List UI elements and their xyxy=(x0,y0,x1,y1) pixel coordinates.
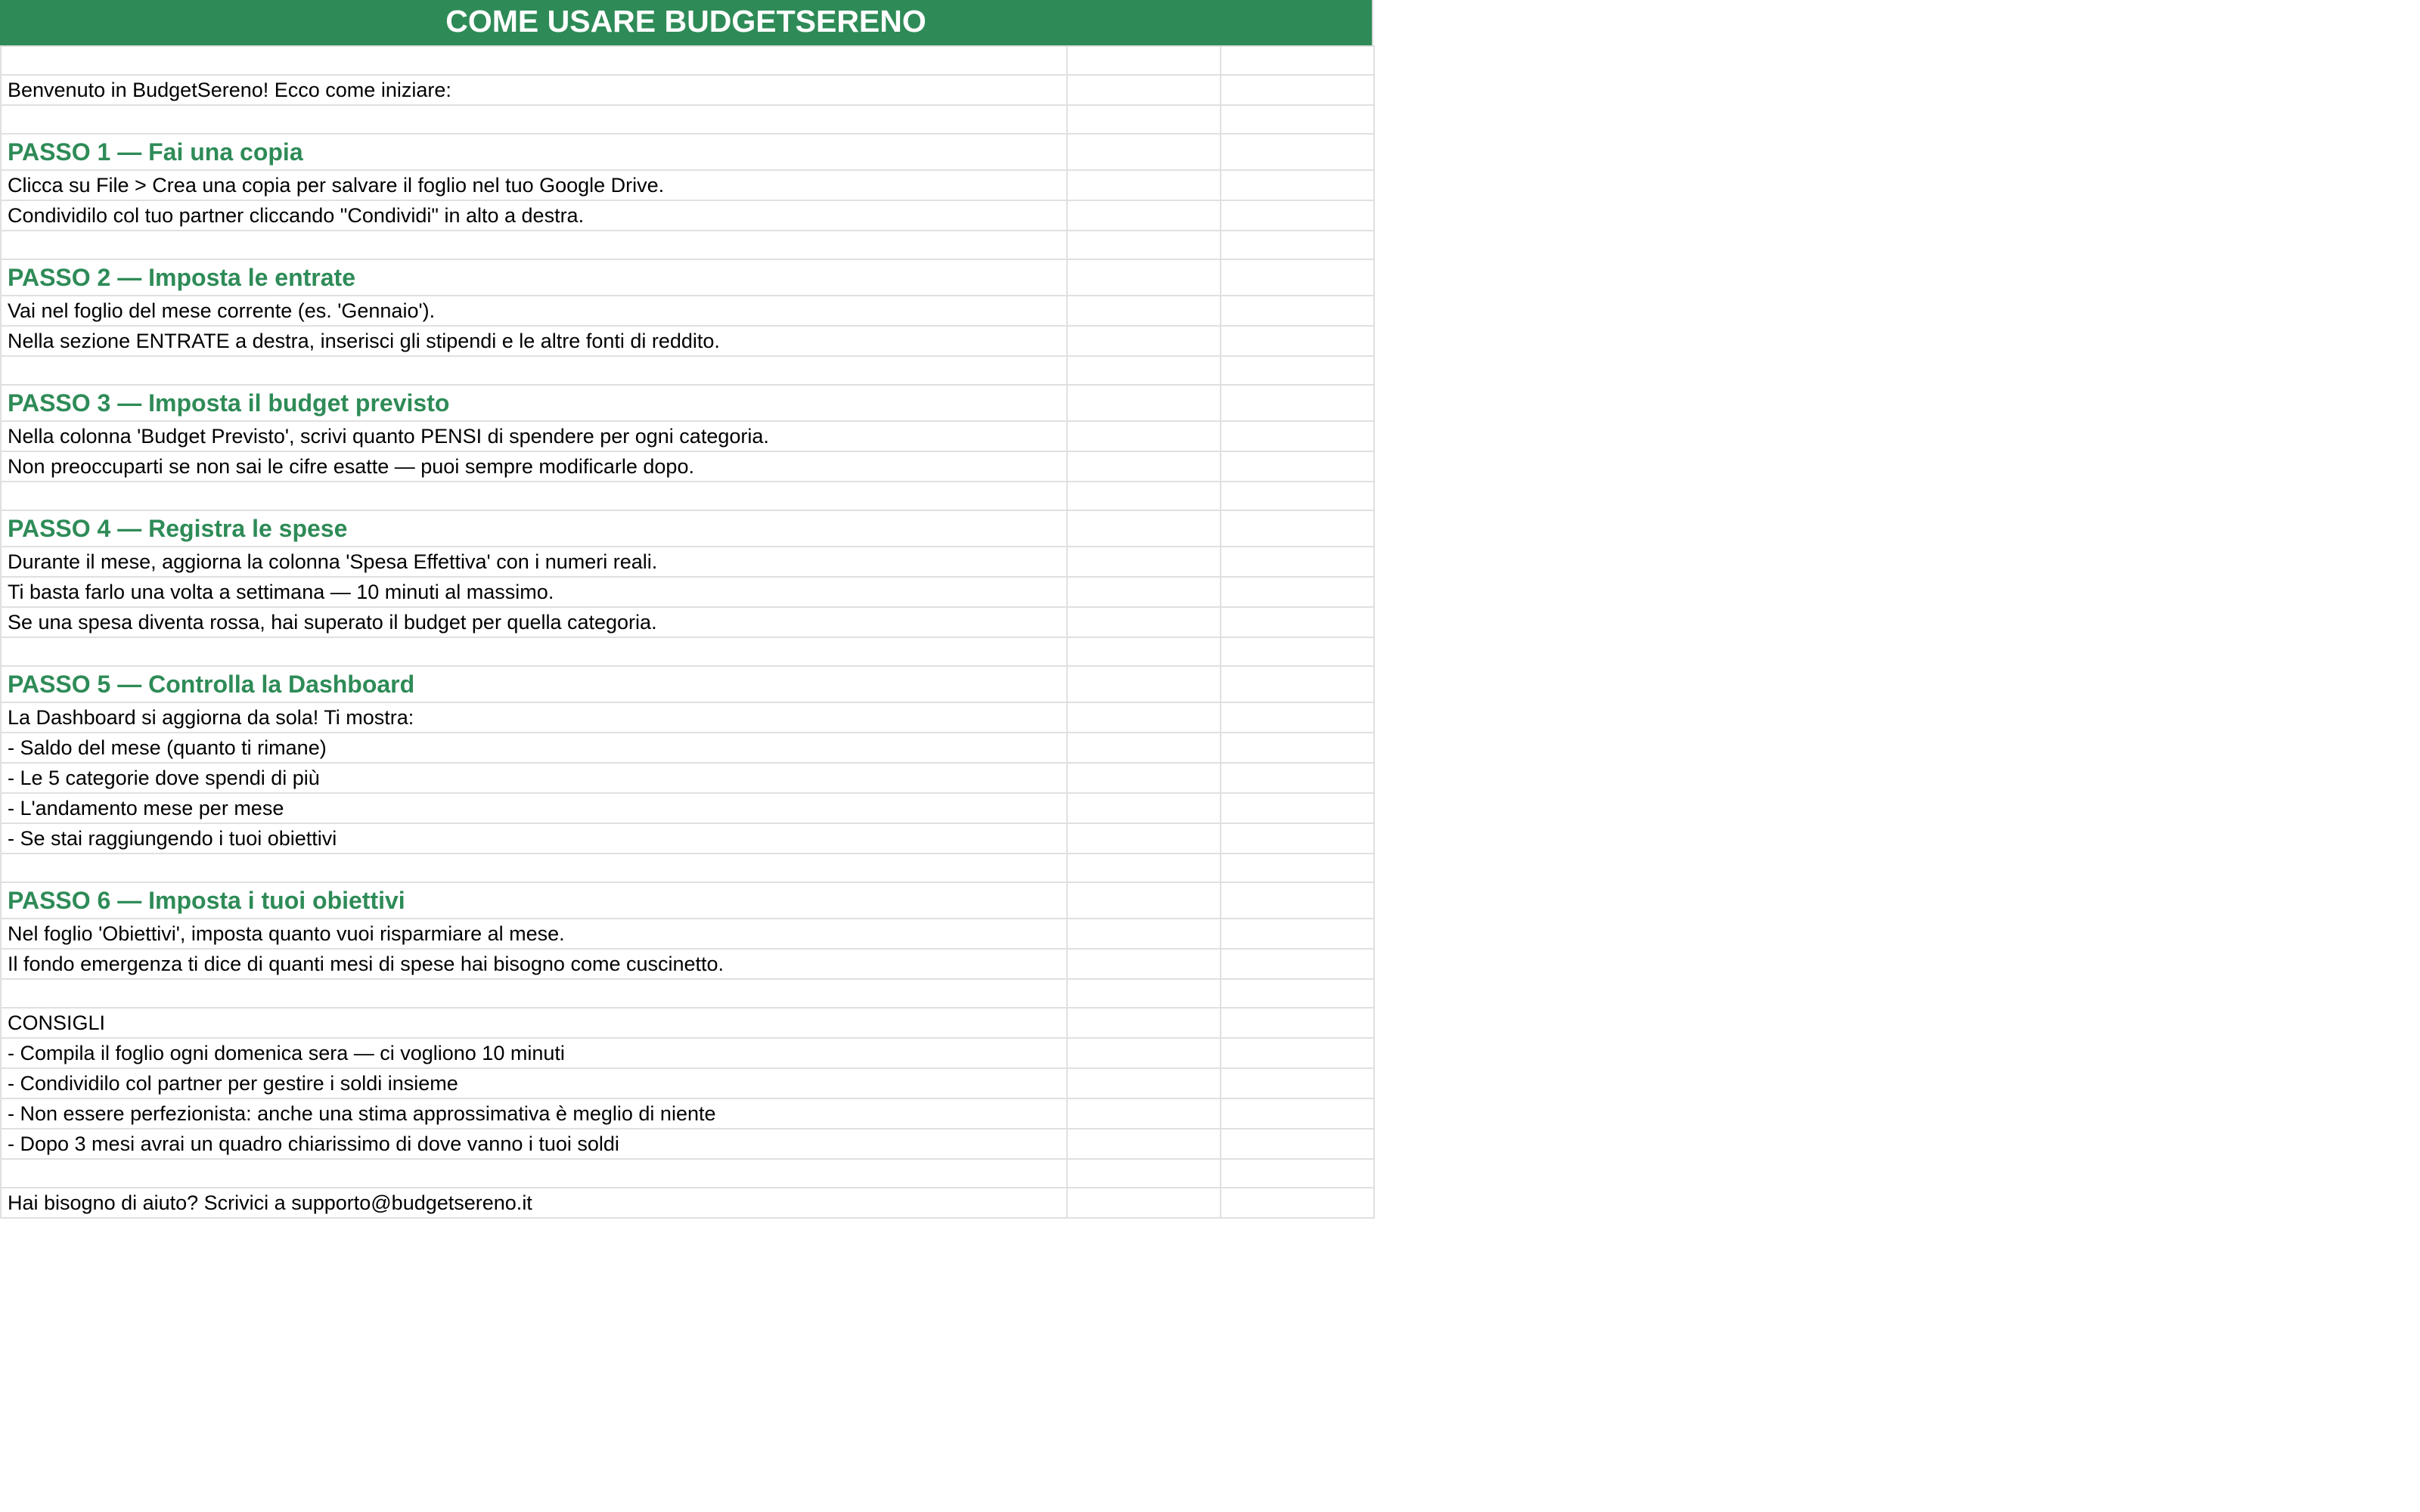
empty-cell[interactable] xyxy=(1221,482,1374,510)
step-heading-cell[interactable]: PASSO 6 — Imposta i tuoi obiettivi xyxy=(1,882,1067,919)
empty-cell[interactable] xyxy=(1221,200,1374,231)
text-cell[interactable]: Il fondo emergenza ti dice di quanti mesi di spese hai bisogno come cuscinetto. xyxy=(1,949,1067,979)
empty-cell[interactable] xyxy=(1067,170,1221,200)
text-cell[interactable] xyxy=(1,356,1067,385)
empty-cell[interactable] xyxy=(1221,510,1374,547)
sheet-row xyxy=(1,1068,1374,1098)
sheet-title[interactable]: COME USARE BUDGETSERENO xyxy=(0,0,1373,45)
empty-cell[interactable] xyxy=(1221,1068,1374,1098)
text-cell[interactable]: Se una spesa diventa rossa, hai superato il budget per quella categoria. xyxy=(1,607,1067,637)
sheet-row xyxy=(1,607,1374,637)
text-cell[interactable]: - Saldo del mese (quanto ti rimane) xyxy=(1,733,1067,763)
sheet-row xyxy=(1,231,1374,259)
empty-cell[interactable] xyxy=(1067,510,1221,547)
sheet-row xyxy=(1,763,1374,793)
empty-cell[interactable] xyxy=(1221,763,1374,793)
sheet-row xyxy=(1,1038,1374,1068)
text-cell[interactable]: Clicca su File > Crea una copia per salvare il foglio nel tuo Google Drive. xyxy=(1,170,1067,200)
empty-cell[interactable] xyxy=(1067,1188,1221,1218)
empty-cell[interactable] xyxy=(1067,702,1221,733)
text-cell[interactable]: Nella sezione ENTRATE a destra, inserisci gli stipendi e le altre fonti di reddito. xyxy=(1,326,1067,356)
sheet-row xyxy=(1,854,1374,882)
sheet-row xyxy=(1,547,1374,577)
empty-cell[interactable] xyxy=(1067,1098,1221,1129)
empty-cell[interactable] xyxy=(1221,105,1374,134)
text-cell[interactable]: Benvenuto in BudgetSereno! Ecco come iniziare: xyxy=(1,75,1067,105)
empty-cell[interactable] xyxy=(1221,421,1374,451)
empty-cell[interactable] xyxy=(1221,296,1374,326)
empty-cell[interactable] xyxy=(1067,607,1221,637)
text-cell[interactable]: - Le 5 categorie dove spendi di più xyxy=(1,763,1067,793)
text-cell[interactable]: La Dashboard si aggiorna da sola! Ti mostra: xyxy=(1,702,1067,733)
empty-cell[interactable] xyxy=(1067,75,1221,105)
step-heading-cell[interactable]: PASSO 5 — Controlla la Dashboard xyxy=(1,666,1067,702)
empty-cell[interactable] xyxy=(1067,1129,1221,1159)
empty-cell[interactable] xyxy=(1221,577,1374,607)
empty-cell[interactable] xyxy=(1067,296,1221,326)
empty-cell[interactable] xyxy=(1221,231,1374,259)
empty-cell[interactable] xyxy=(1067,823,1221,854)
sheet-row xyxy=(1,326,1374,356)
empty-cell[interactable] xyxy=(1221,666,1374,702)
empty-cell[interactable] xyxy=(1067,763,1221,793)
step-heading-row xyxy=(1,385,1374,421)
empty-cell[interactable] xyxy=(1221,1098,1374,1129)
sheet-row xyxy=(1,1188,1374,1218)
sheet-row xyxy=(1,1098,1374,1129)
sheet-row xyxy=(1,451,1374,482)
empty-cell[interactable] xyxy=(1067,482,1221,510)
text-cell[interactable]: Non preoccuparti se non sai le cifre esatte — puoi sempre modificarle dopo. xyxy=(1,451,1067,482)
empty-cell[interactable] xyxy=(1067,666,1221,702)
step-heading-cell[interactable]: PASSO 2 — Imposta le entrate xyxy=(1,259,1067,296)
text-cell[interactable]: Nella colonna 'Budget Previsto', scrivi quanto PENSI di spendere per ogni categoria. xyxy=(1,421,1067,451)
empty-cell[interactable] xyxy=(1067,356,1221,385)
empty-cell[interactable] xyxy=(1067,326,1221,356)
empty-cell[interactable] xyxy=(1067,949,1221,979)
empty-cell[interactable] xyxy=(1221,979,1374,1008)
empty-cell[interactable] xyxy=(1221,1008,1374,1038)
empty-cell[interactable] xyxy=(1067,1159,1221,1188)
text-cell[interactable]: - Compila il foglio ogni domenica sera — ci vogliono 10 minuti xyxy=(1,1038,1067,1068)
empty-cell[interactable] xyxy=(1067,451,1221,482)
text-cell[interactable] xyxy=(1,105,1067,134)
text-cell[interactable] xyxy=(1,979,1067,1008)
spreadsheet-grid xyxy=(0,0,1373,1219)
instructions-table xyxy=(0,45,1375,1219)
empty-cell[interactable] xyxy=(1067,854,1221,882)
empty-cell[interactable] xyxy=(1067,979,1221,1008)
empty-cell[interactable] xyxy=(1221,1129,1374,1159)
empty-cell[interactable] xyxy=(1067,259,1221,296)
text-cell[interactable]: Condividilo col tuo partner cliccando "Condividi" in alto a destra. xyxy=(1,200,1067,231)
empty-cell[interactable] xyxy=(1221,1188,1374,1218)
empty-cell[interactable] xyxy=(1221,1159,1374,1188)
empty-cell[interactable] xyxy=(1221,170,1374,200)
sheet-row xyxy=(1,170,1374,200)
empty-cell[interactable] xyxy=(1221,882,1374,919)
text-cell[interactable] xyxy=(1,854,1067,882)
empty-cell[interactable] xyxy=(1067,577,1221,607)
sheet-row xyxy=(1,105,1374,134)
empty-cell[interactable] xyxy=(1067,134,1221,170)
step-heading-row xyxy=(1,259,1374,296)
sheet-row xyxy=(1,577,1374,607)
text-cell[interactable]: - Dopo 3 mesi avrai un quadro chiarissimo di dove vanno i tuoi soldi xyxy=(1,1129,1067,1159)
text-cell[interactable]: - L'andamento mese per mese xyxy=(1,793,1067,823)
text-cell[interactable]: - Se stai raggiungendo i tuoi obiettivi xyxy=(1,823,1067,854)
empty-cell[interactable] xyxy=(1221,451,1374,482)
sheet-row xyxy=(1,637,1374,666)
empty-cell[interactable] xyxy=(1221,75,1374,105)
empty-cell[interactable] xyxy=(1067,46,1221,75)
step-heading-row xyxy=(1,510,1374,547)
empty-cell[interactable] xyxy=(1067,105,1221,134)
empty-cell[interactable] xyxy=(1067,200,1221,231)
text-cell[interactable]: Durante il mese, aggiorna la colonna 'Spesa Effettiva' con i numeri reali. xyxy=(1,547,1067,577)
text-cell[interactable]: CONSIGLI xyxy=(1,1008,1067,1038)
text-cell[interactable]: Vai nel foglio del mese corrente (es. 'Gennaio'). xyxy=(1,296,1067,326)
empty-cell[interactable] xyxy=(1067,1068,1221,1098)
empty-cell[interactable] xyxy=(1221,547,1374,577)
empty-cell[interactable] xyxy=(1067,637,1221,666)
empty-cell[interactable] xyxy=(1221,356,1374,385)
text-cell[interactable]: Hai bisogno di aiuto? Scrivici a supporto@budgetsereno.it xyxy=(1,1188,1067,1218)
empty-cell[interactable] xyxy=(1067,421,1221,451)
text-cell[interactable]: Ti basta farlo una volta a settimana — 10 minuti al massimo. xyxy=(1,577,1067,607)
empty-cell[interactable] xyxy=(1221,949,1374,979)
text-cell[interactable] xyxy=(1,231,1067,259)
step-heading-cell[interactable]: PASSO 1 — Fai una copia xyxy=(1,134,1067,170)
sheet-row xyxy=(1,1008,1374,1038)
empty-cell[interactable] xyxy=(1067,385,1221,421)
empty-cell[interactable] xyxy=(1221,733,1374,763)
empty-cell[interactable] xyxy=(1067,793,1221,823)
sheet-row xyxy=(1,296,1374,326)
sheet-row xyxy=(1,793,1374,823)
empty-cell[interactable] xyxy=(1067,231,1221,259)
empty-cell[interactable] xyxy=(1221,1038,1374,1068)
step-heading-row xyxy=(1,882,1374,919)
step-heading-row xyxy=(1,134,1374,170)
sheet-row xyxy=(1,702,1374,733)
empty-cell[interactable] xyxy=(1221,607,1374,637)
empty-cell[interactable] xyxy=(1067,1038,1221,1068)
text-cell[interactable] xyxy=(1,46,1067,75)
empty-cell[interactable] xyxy=(1221,793,1374,823)
empty-cell[interactable] xyxy=(1221,46,1374,75)
empty-cell[interactable] xyxy=(1221,919,1374,949)
sheet-row xyxy=(1,75,1374,105)
text-cell[interactable]: - Condividilo col partner per gestire i soldi insieme xyxy=(1,1068,1067,1098)
sheet-row xyxy=(1,1129,1374,1159)
empty-cell[interactable] xyxy=(1067,547,1221,577)
empty-cell[interactable] xyxy=(1221,637,1374,666)
sheet-row xyxy=(1,421,1374,451)
sheet-row xyxy=(1,1159,1374,1188)
text-cell[interactable]: - Non essere perfezionista: anche una stima approssimativa è meglio di niente xyxy=(1,1098,1067,1129)
sheet-row xyxy=(1,356,1374,385)
sheet-row xyxy=(1,949,1374,979)
step-heading-cell[interactable]: PASSO 3 — Imposta il budget previsto xyxy=(1,385,1067,421)
sheet-row xyxy=(1,919,1374,949)
empty-cell[interactable] xyxy=(1221,134,1374,170)
empty-cell[interactable] xyxy=(1067,919,1221,949)
empty-cell[interactable] xyxy=(1221,702,1374,733)
sheet-row xyxy=(1,979,1374,1008)
sheet-row xyxy=(1,200,1374,231)
sheet-row xyxy=(1,823,1374,854)
empty-cell[interactable] xyxy=(1067,882,1221,919)
step-heading-cell[interactable]: PASSO 4 — Registra le spese xyxy=(1,510,1067,547)
text-cell[interactable] xyxy=(1,1159,1067,1188)
empty-cell[interactable] xyxy=(1221,823,1374,854)
text-cell[interactable] xyxy=(1,482,1067,510)
empty-cell[interactable] xyxy=(1067,1008,1221,1038)
sheet-row xyxy=(1,46,1374,75)
sheet-row xyxy=(1,733,1374,763)
empty-cell[interactable] xyxy=(1067,733,1221,763)
text-cell[interactable] xyxy=(1,637,1067,666)
text-cell[interactable]: Nel foglio 'Obiettivi', imposta quanto vuoi risparmiare al mese. xyxy=(1,919,1067,949)
step-heading-row xyxy=(1,666,1374,702)
empty-cell[interactable] xyxy=(1221,326,1374,356)
empty-cell[interactable] xyxy=(1221,259,1374,296)
sheet-row xyxy=(1,482,1374,510)
empty-cell[interactable] xyxy=(1221,385,1374,421)
empty-cell[interactable] xyxy=(1221,854,1374,882)
